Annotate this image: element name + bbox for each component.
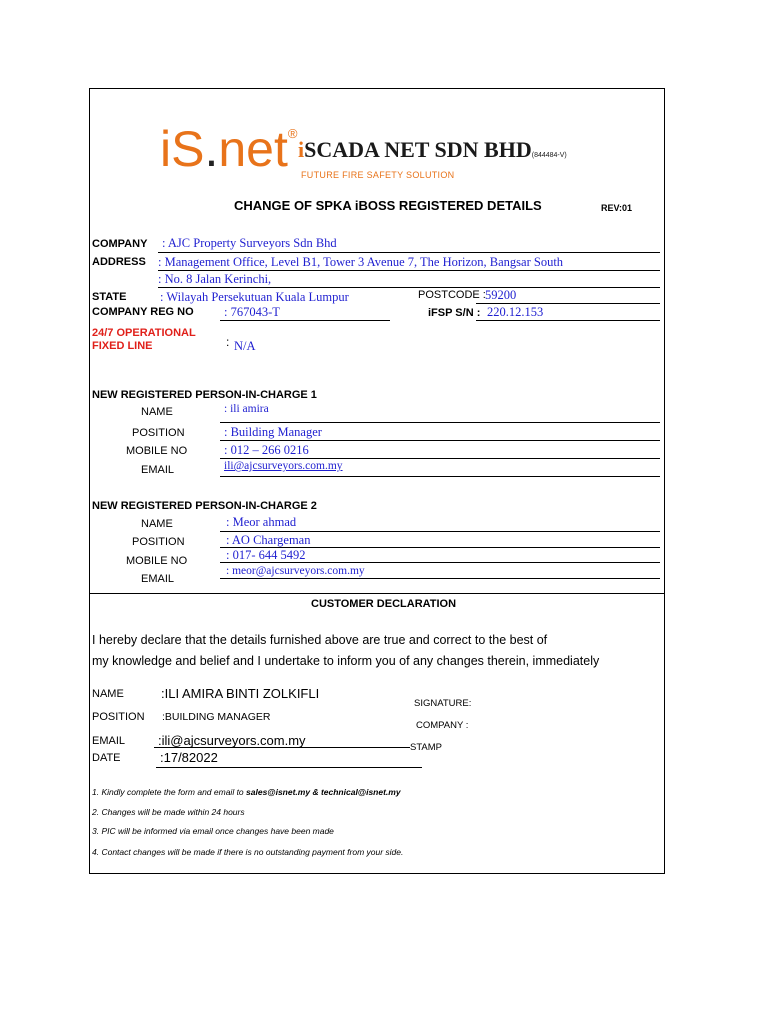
logo-dot: . [204, 121, 219, 177]
fixed-line-colon: : [226, 335, 230, 349]
decl-name-label: NAME [92, 688, 124, 700]
declaration-heading: CUSTOMER DECLARATION [311, 598, 457, 610]
pic2-mobile-label: MOBILE NO [126, 555, 188, 567]
registered-mark: ® [287, 126, 298, 141]
postcode-label: POSTCODE : [418, 289, 486, 301]
pic2-heading: NEW REGISTERED PERSON-IN-CHARGE 2 [92, 500, 317, 512]
pic1-name-underline [220, 422, 660, 423]
pic2-email-value[interactable]: : meor@ajcsurveyors.com.my [226, 565, 365, 577]
section-divider [89, 593, 664, 594]
pic1-email-label: EMAIL [141, 464, 175, 476]
logo-s: S [171, 121, 205, 177]
ifsp-label: iFSP S/N : [428, 307, 481, 319]
decl-date-label: DATE [92, 752, 121, 764]
ifsp-value: 220.12.153 [487, 305, 544, 319]
note-1-email-sales[interactable]: sales@isnet.my [246, 787, 311, 797]
company-reg-value: : 767043-T [224, 305, 280, 319]
pic1-name-value: : ili amira [224, 403, 269, 415]
company-underline [158, 252, 660, 253]
company-label: COMPANY [92, 238, 148, 250]
pic2-position-value: : AO Chargeman [226, 533, 311, 547]
declaration-text-line2: my knowledge and belief and I undertake to inform you of any changes therein, immediately [92, 654, 600, 668]
state-label: STATE [92, 291, 127, 303]
company-stamp-label: COMPANY : [416, 720, 469, 731]
pic2-email-underline [220, 578, 660, 579]
tagline: FUTURE FIRE SAFETY SOLUTION [301, 170, 455, 180]
decl-email-underline [154, 747, 410, 748]
logo-i: i [160, 121, 172, 177]
note-4: 4. Contact changes will be made if there is no outstanding payment from your side. [92, 847, 404, 857]
company-reg-underline [220, 320, 390, 321]
pic1-mobile-label: MOBILE NO [126, 445, 188, 457]
decl-position-value: :BUILDING MANAGER [162, 711, 271, 723]
pic2-mobile-value: : 017- 644 5492 [226, 548, 306, 562]
pic1-mobile-value: : 012 – 266 0216 [224, 443, 309, 457]
form-title: CHANGE OF SPKA iBOSS REGISTERED DETAILS [234, 198, 542, 213]
pic1-position-value: : Building Manager [224, 425, 322, 439]
pic1-position-label: POSITION [132, 427, 185, 439]
postcode-underline [476, 303, 660, 304]
company-name [298, 137, 567, 163]
note-1-text: 1. Kindly complete the form and email to [92, 787, 247, 797]
ifsp-underline [476, 320, 660, 321]
address-line2-underline [158, 287, 660, 288]
company-name-text: SCADA NET SDN BHD [304, 137, 532, 162]
decl-email-value: :ili@ajcsurveyors.com.my [158, 733, 306, 748]
pic2-name-label: NAME [141, 518, 173, 530]
company-reg-label: COMPANY REG NO [92, 306, 194, 318]
note-2: 2. Changes will be made within 24 hours [92, 807, 245, 817]
address-label: ADDRESS [92, 256, 146, 268]
company-value: : AJC Property Surveyors Sdn Bhd [162, 236, 337, 250]
isnet-logo [160, 106, 297, 190]
pic1-mobile-underline [220, 458, 660, 459]
logo-net: net [218, 121, 288, 177]
stamp-label: STAMP [410, 742, 443, 753]
decl-date-value: :17/82022 [160, 750, 218, 765]
revision-label: REV:01 [601, 203, 633, 213]
company-reg-small: (844484-V) [531, 152, 567, 159]
pic2-mobile-underline [220, 562, 660, 563]
decl-email-label: EMAIL [92, 735, 126, 747]
postcode-value: 59200 [485, 288, 517, 302]
pic1-heading: NEW REGISTERED PERSON-IN-CHARGE 1 [92, 389, 317, 401]
signature-label: SIGNATURE: [414, 698, 472, 709]
note-1 [92, 787, 401, 797]
note-1-amp: & [310, 787, 321, 797]
pic2-position-label: POSITION [132, 536, 185, 548]
pic2-name-underline [220, 531, 660, 532]
state-value: : Wilayah Persekutuan Kuala Lumpur [160, 290, 349, 304]
address-line1: : Management Office, Level B1, Tower 3 Avenue 7, The Horizon, Bangsar South [158, 255, 564, 269]
decl-name-value: :ILI AMIRA BINTI ZOLKIFLI [161, 686, 320, 701]
note-3: 3. PIC will be informed via email once changes have been made [92, 826, 334, 836]
pic2-name-value: : Meor ahmad [226, 515, 297, 529]
fixed-line-label-2: FIXED LINE [92, 340, 153, 352]
decl-date-underline [156, 767, 422, 768]
address-line1-underline [158, 270, 660, 271]
address-line2: : No. 8 Jalan Kerinchi, [158, 272, 272, 286]
pic1-name-label: NAME [141, 406, 173, 418]
pic1-email-underline [220, 476, 660, 477]
company-prefix: i [298, 137, 305, 162]
fixed-line-value: N/A [234, 339, 256, 353]
fixed-line-label-1: 24/7 OPERATIONAL [92, 327, 196, 339]
decl-position-label: POSITION [92, 711, 145, 723]
pic1-email-value[interactable]: ili@ajcsurveyors.com.my [224, 460, 343, 472]
pic1-position-underline [220, 440, 660, 441]
declaration-text-line1: I hereby declare that the details furnished above are true and correct to the best of [92, 633, 548, 647]
note-1-email-technical[interactable]: technical@isnet.my [320, 787, 401, 797]
pic2-email-label: EMAIL [141, 573, 175, 585]
